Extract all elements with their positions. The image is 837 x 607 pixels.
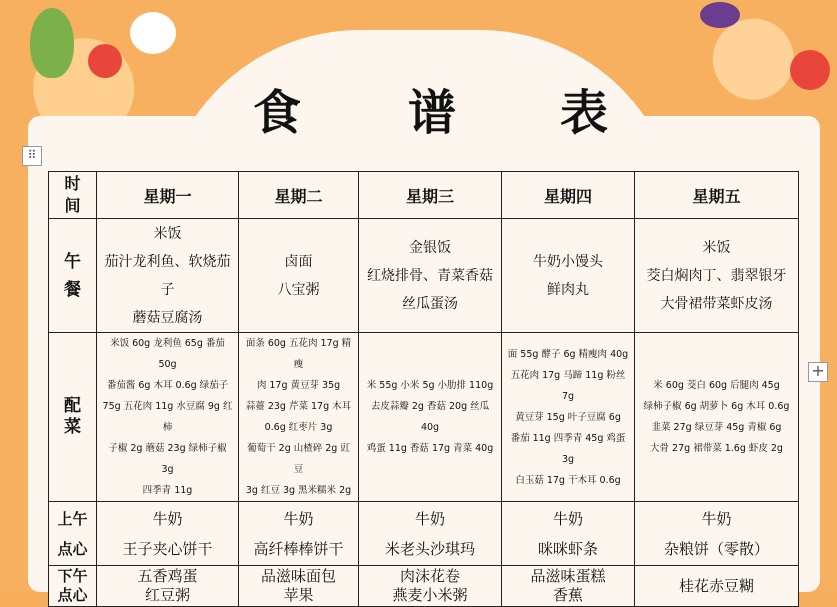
menu-cell[interactable] bbox=[239, 566, 359, 607]
cell-line: 红烧排骨、青菜香菇 bbox=[367, 267, 493, 284]
cell-line: 米饭 bbox=[702, 239, 731, 256]
cell-line: 米饭 bbox=[153, 225, 182, 242]
row-label: 下午点心 bbox=[57, 567, 88, 604]
cell-line: 黄豆芽 15g 叶子豆腐 6g bbox=[515, 411, 621, 423]
menu-cell[interactable] bbox=[635, 219, 799, 333]
cell-line: 桂花赤豆糊 bbox=[678, 576, 754, 595]
title-char-2: 谱 bbox=[408, 85, 457, 141]
menu-cell[interactable] bbox=[502, 219, 635, 333]
menu-cell[interactable] bbox=[97, 502, 239, 566]
cell-line: 四季青 11g bbox=[142, 485, 193, 496]
cell-line: 牛奶 bbox=[414, 509, 445, 528]
menu-cell[interactable] bbox=[97, 333, 239, 502]
menu-cell[interactable] bbox=[635, 333, 799, 502]
title-char-3: 表 bbox=[560, 85, 609, 141]
cell-line: 八宝粥 bbox=[277, 281, 320, 298]
menu-cell[interactable] bbox=[239, 502, 359, 566]
cell-line: 五花肉 17g 马蹄 11g 粉丝 7g bbox=[510, 369, 626, 402]
cell-line: 0.6g 红枣片 3g bbox=[264, 422, 333, 433]
menu-cell[interactable] bbox=[359, 502, 502, 566]
cell-line: 燕麦小米粥 bbox=[392, 586, 468, 604]
cell-line: 牛奶 bbox=[283, 509, 314, 528]
row-label-cell bbox=[49, 566, 97, 607]
cell-line: 鲜肉丸 bbox=[547, 281, 589, 298]
cell-line: 番茄 11g 四季青 45g 鸡蛋 3g bbox=[510, 432, 626, 465]
title-char-1: 食 bbox=[253, 85, 302, 141]
cell-line: 卤面 bbox=[284, 253, 313, 270]
cell-line: 绿柿子椒 6g 胡萝卜 6g 木耳 0.6g bbox=[643, 401, 790, 412]
cell-line: 3g 红豆 3g 黑米糯米 2g bbox=[245, 485, 352, 496]
cell-line: 丝瓜蛋汤 bbox=[402, 295, 458, 312]
row-label: 午餐 bbox=[64, 251, 81, 300]
cell-line: 面条 60g 五花肉 17g 精瘦 bbox=[245, 338, 352, 370]
menu-cell[interactable] bbox=[239, 333, 359, 502]
day-header: 星期五 bbox=[635, 172, 799, 219]
menu-cell[interactable] bbox=[239, 219, 359, 333]
cell-line: 金银饭 bbox=[409, 239, 451, 256]
cell-line: 牛奶小馒头 bbox=[533, 253, 603, 270]
menu-cell[interactable] bbox=[502, 502, 635, 566]
menu-cell[interactable] bbox=[359, 333, 502, 502]
menu-cell[interactable] bbox=[635, 502, 799, 566]
cell-line: 去皮蒜瓣 2g 香菇 20g 丝瓜 40g bbox=[370, 401, 490, 433]
row-label-cell bbox=[49, 502, 97, 566]
cell-line: 白玉菇 17g 干木耳 0.6g bbox=[515, 474, 621, 486]
cell-line: 五香鸡蛋 bbox=[137, 567, 198, 585]
menu-cell[interactable] bbox=[502, 566, 635, 607]
cell-line: 王子夹心饼干 bbox=[122, 539, 213, 558]
cell-line: 品滋味蛋糕 bbox=[530, 567, 606, 585]
cell-line: 牛奶 bbox=[552, 509, 583, 528]
cell-line: 肉沫花卷 bbox=[399, 567, 460, 585]
menu-cell[interactable] bbox=[635, 566, 799, 607]
page-title bbox=[0, 74, 837, 144]
row-label-cell bbox=[49, 333, 97, 502]
cell-line: 米老头沙琪玛 bbox=[384, 539, 475, 558]
cell-line: 大骨裙带菜虾皮汤 bbox=[660, 295, 773, 312]
cell-line: 子椒 2g 蘑菇 23g 绿柿子椒 3g bbox=[108, 443, 227, 475]
cell-line: 大骨 27g 裙带菜 1.6g 虾皮 2g bbox=[650, 443, 783, 454]
cell-line: 肉 17g 黄豆芽 35g bbox=[256, 380, 341, 391]
cell-line: 茄汁龙利鱼、软烧茄子 bbox=[104, 253, 231, 298]
header-row bbox=[49, 172, 799, 219]
menu-cell[interactable] bbox=[359, 219, 502, 333]
cell-line: 高纤棒棒饼干 bbox=[253, 539, 344, 558]
cell-line: 香蕉 bbox=[552, 586, 583, 604]
menu-cell[interactable] bbox=[359, 566, 502, 607]
cell-line: 茭白焖肉丁、翡翠银牙 bbox=[646, 267, 787, 284]
cell-line: 牛奶 bbox=[152, 509, 183, 528]
cell-line: 红豆粥 bbox=[144, 586, 190, 604]
cell-line: 蘑菇豆腐汤 bbox=[132, 309, 203, 326]
ingredients-row bbox=[49, 333, 799, 502]
row-label-cell bbox=[49, 219, 97, 333]
row-label: 配菜 bbox=[64, 396, 81, 437]
row-label: 上午点心 bbox=[57, 509, 88, 558]
pm-snack-row bbox=[49, 566, 799, 607]
cell-line: 蒜薹 23g 芹菜 17g 木耳 bbox=[245, 401, 352, 412]
cell-line: 米 60g 茭白 60g 后腿肉 45g bbox=[653, 380, 780, 391]
day-header: 星期二 bbox=[239, 172, 359, 219]
cell-line: 米 55g 小米 5g 小肋排 110g bbox=[366, 380, 494, 391]
avocado-decoration bbox=[30, 8, 74, 78]
am-snack-row bbox=[49, 502, 799, 566]
day-header: 星期三 bbox=[359, 172, 502, 219]
corner-cell bbox=[49, 172, 97, 219]
corner-label: 时间 bbox=[64, 174, 81, 215]
cell-line: 苹果 bbox=[283, 586, 314, 604]
cell-line: 米饭 60g 龙利鱼 65g 番茄 50g bbox=[110, 338, 225, 370]
add-column-icon[interactable]: + bbox=[808, 362, 828, 382]
menu-cell[interactable] bbox=[502, 333, 635, 502]
menu-cell[interactable] bbox=[97, 566, 239, 607]
cell-line: 品滋味面包 bbox=[260, 567, 336, 585]
cell-line: 咪咪虾条 bbox=[537, 539, 598, 558]
tomato-decoration bbox=[88, 44, 122, 78]
cell-line: 葡萄干 2g 山楂碎 2g 豇豆 bbox=[247, 443, 350, 475]
egg-decoration bbox=[130, 12, 176, 54]
cell-line: 鸡蛋 11g 香菇 17g 青菜 40g bbox=[366, 443, 494, 454]
cell-line: 牛奶 bbox=[701, 509, 732, 528]
lunch-row bbox=[49, 219, 799, 333]
table-move-handle-icon[interactable]: ⠿ bbox=[22, 146, 42, 166]
cell-line: 面 55g 酵子 6g 精瘦肉 40g bbox=[507, 348, 629, 360]
menu-table bbox=[48, 171, 799, 607]
day-header: 星期一 bbox=[97, 172, 239, 219]
eggplant-decoration bbox=[700, 2, 740, 28]
cell-line: 75g 五花肉 11g 水豆腐 9g 红柿 bbox=[102, 401, 233, 433]
day-header: 星期四 bbox=[502, 172, 635, 219]
cell-line: 番茄酱 6g 木耳 0.6g 绿茄子 bbox=[106, 380, 229, 391]
menu-cell[interactable] bbox=[97, 219, 239, 333]
cell-line: 韭菜 27g 绿豆芽 45g 青椒 6g bbox=[651, 422, 782, 433]
cell-line: 杂粮饼（零散） bbox=[663, 539, 769, 558]
